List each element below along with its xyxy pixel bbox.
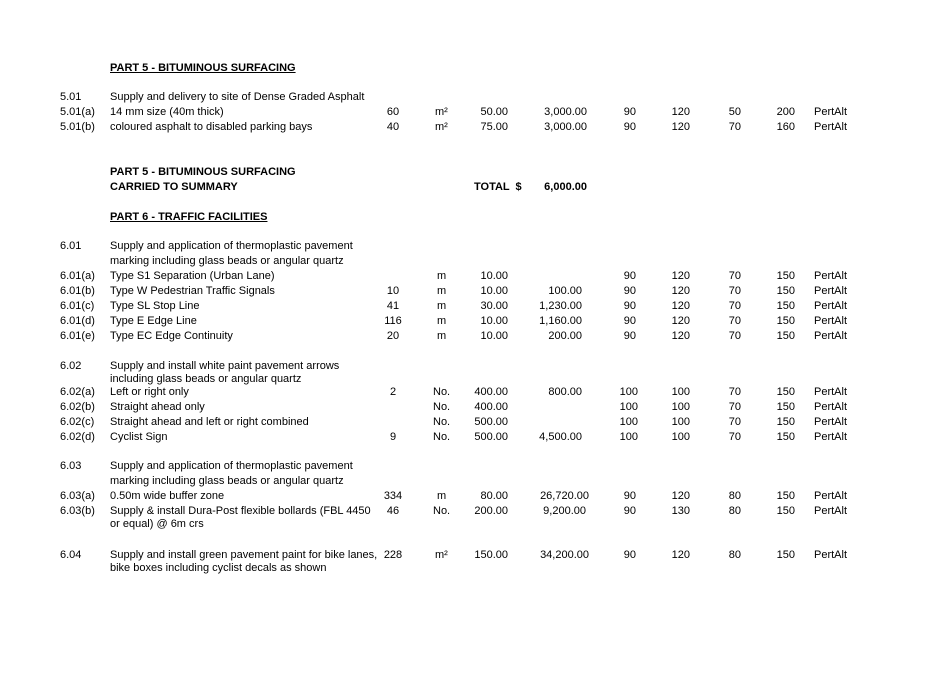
item-description: 14 mm size (40m thick) [110,106,224,118]
col-3: 80 [728,549,741,561]
amount: 4,500.00 [539,431,582,443]
col-2: 120 [671,490,690,502]
item-description: Supply and install white paint pavement arrows [110,360,340,372]
col-3: 70 [728,386,741,398]
col-3: 70 [728,315,741,327]
item-code: 6.01(a) [60,270,95,282]
col-3: 80 [728,490,741,502]
col-2: 120 [671,106,690,118]
col-1: 90 [623,106,636,118]
col-4: 150 [776,270,795,282]
col-4: 150 [776,505,795,517]
rate: 150.00 [474,549,508,561]
part5-heading: PART 5 - BITUMINOUS SURFACING [110,62,296,74]
col-4: 150 [776,416,795,428]
ref: PertAlt [814,549,848,561]
amount: 200.00 [548,330,582,342]
amount: 1,160.00 [539,315,582,327]
item-description: Left or right only [110,386,189,398]
rate: 10.00 [480,330,508,342]
col-4: 150 [776,431,795,443]
col-1: 90 [623,330,636,342]
col-1: 90 [623,505,636,517]
rate: 10.00 [480,270,508,282]
qty: 20 [386,330,400,342]
rate: 400.00 [474,401,508,413]
item-code: 6.02 [60,360,82,372]
item-description: 0.50m wide buffer zone [110,490,225,502]
col-1: 90 [623,121,636,133]
qty: 60 [386,106,400,118]
item-description-cont: or equal) @ 6m crs [110,518,204,530]
amount: 3,000.00 [544,121,587,133]
item-description: Supply and application of thermoplastic pavement [110,240,353,252]
unit: m [437,285,447,297]
unit: No. [433,416,451,428]
unit: m² [435,549,448,561]
ref: PertAlt [814,505,848,517]
summary-carried: CARRIED TO SUMMARY [110,181,238,193]
col-3: 70 [728,401,741,413]
unit: m² [435,121,448,133]
col-1: 100 [619,431,638,443]
unit: No. [433,505,451,517]
unit: m [437,270,447,282]
item-description: Supply & install Dura-Post flexible bollards (FBL 4450 [110,505,371,517]
col-2: 120 [671,300,690,312]
col-3: 70 [728,121,741,133]
col-2: 100 [671,431,690,443]
rate: 500.00 [474,416,508,428]
item-description-cont: including glass beads or angular quartz [110,373,302,385]
col-1: 90 [623,285,636,297]
ref: PertAlt [814,270,848,282]
qty: 228 [383,549,403,561]
rate: 200.00 [474,505,508,517]
amount: 34,200.00 [540,549,589,561]
rate: 10.00 [480,315,508,327]
col-1: 90 [623,270,636,282]
ref: PertAlt [814,285,848,297]
qty: 2 [389,386,397,398]
col-3: 70 [728,416,741,428]
item-description: Supply and delivery to site of Dense Graded Asphalt [110,91,365,103]
summary-title: PART 5 - BITUMINOUS SURFACING [110,166,296,178]
col-1: 90 [623,549,636,561]
item-description: Type W Pedestrian Traffic Signals [110,285,275,297]
item-code: 6.01(d) [60,315,95,327]
rate: 80.00 [480,490,508,502]
rate: 10.00 [480,285,508,297]
qty: 40 [386,121,400,133]
item-code: 6.01(e) [60,330,95,342]
ref: PertAlt [814,490,848,502]
amount: 800.00 [548,386,582,398]
col-1: 90 [623,300,636,312]
col-3: 70 [728,270,741,282]
col-1: 90 [623,315,636,327]
col-3: 80 [728,505,741,517]
item-description: Type EC Edge Continuity [110,330,233,342]
qty: 10 [386,285,400,297]
item-code: 6.03(a) [60,490,95,502]
col-1: 90 [623,490,636,502]
col-1: 100 [619,416,638,428]
item-description-cont: marking including glass beads or angular quartz [110,475,344,487]
item-description: coloured asphalt to disabled parking bays [110,121,313,133]
unit: No. [433,386,451,398]
col-3: 70 [728,300,741,312]
ref: PertAlt [814,330,848,342]
ref: PertAlt [814,431,848,443]
qty: 46 [386,505,400,517]
item-code: 5.01(a) [60,106,95,118]
col-1: 100 [619,401,638,413]
col-2: 100 [671,386,690,398]
col-4: 150 [776,285,795,297]
col-4: 150 [776,330,795,342]
col-4: 150 [776,315,795,327]
rate: 400.00 [474,386,508,398]
item-description-cont: marking including glass beads or angular quartz [110,255,344,267]
unit: m [437,300,447,312]
col-4: 150 [776,386,795,398]
unit: m [437,315,447,327]
item-code: 6.04 [60,549,82,561]
item-code: 5.01 [60,91,82,103]
unit: m² [435,106,448,118]
total-value: 6,000.00 [544,181,587,193]
ref: PertAlt [814,315,848,327]
item-code: 6.02(a) [60,386,95,398]
item-code: 6.02(b) [60,401,95,413]
col-4: 200 [776,106,795,118]
total-label: TOTAL $ [474,181,522,193]
item-description: Supply and install green pavement paint for bike lanes, [110,549,378,561]
item-description: Type E Edge Line [110,315,197,327]
col-3: 70 [728,285,741,297]
col-2: 120 [671,121,690,133]
item-code: 6.01(c) [60,300,95,312]
rate: 500.00 [474,431,508,443]
col-2: 120 [671,315,690,327]
amount: 1,230.00 [539,300,582,312]
item-description: Straight ahead only [110,401,205,413]
item-code: 6.03(b) [60,505,95,517]
part6-heading: PART 6 - TRAFFIC FACILITIES [110,211,268,223]
qty: 116 [384,315,402,327]
ref: PertAlt [814,416,848,428]
col-3: 50 [728,106,741,118]
item-code: 6.02(d) [60,431,95,443]
item-description: Type SL Stop Line [110,300,200,312]
ref: PertAlt [814,300,848,312]
unit: m [437,490,447,502]
col-2: 100 [671,401,690,413]
qty: 41 [386,300,400,312]
rate: 75.00 [480,121,508,133]
amount: 3,000.00 [544,106,587,118]
item-description: Type S1 Separation (Urban Lane) [110,270,275,282]
item-description-cont: bike boxes including cyclist decals as shown [110,562,327,574]
col-4: 150 [776,549,795,561]
rate: 30.00 [480,300,508,312]
col-2: 120 [671,330,690,342]
ref: PertAlt [814,401,848,413]
rate: 50.00 [480,106,508,118]
item-description: Cyclist Sign [110,431,168,443]
col-1: 100 [619,386,638,398]
ref: PertAlt [814,106,848,118]
amount: 9,200.00 [543,505,586,517]
col-2: 120 [671,285,690,297]
item-code: 5.01(b) [60,121,95,133]
qty: 9 [389,431,397,443]
ref: PertAlt [814,121,848,133]
amount: 26,720.00 [540,490,589,502]
ref: PertAlt [814,386,848,398]
col-4: 150 [776,401,795,413]
col-2: 100 [671,416,690,428]
col-3: 70 [728,431,741,443]
item-code: 6.02(c) [60,416,95,428]
amount: 100.00 [548,285,582,297]
col-2: 130 [671,505,690,517]
item-code: 6.01 [60,240,82,252]
col-4: 150 [776,490,795,502]
col-4: 150 [776,300,795,312]
item-description: Supply and application of thermoplastic pavement [110,460,353,472]
item-description: Straight ahead and left or right combined [110,416,309,428]
item-code: 6.01(b) [60,285,95,297]
item-code: 6.03 [60,460,82,472]
col-2: 120 [671,270,690,282]
unit: No. [433,401,451,413]
unit: No. [433,431,451,443]
qty: 334 [383,490,403,502]
unit: m [437,330,447,342]
col-2: 120 [671,549,690,561]
col-4: 160 [776,121,795,133]
col-3: 70 [728,330,741,342]
